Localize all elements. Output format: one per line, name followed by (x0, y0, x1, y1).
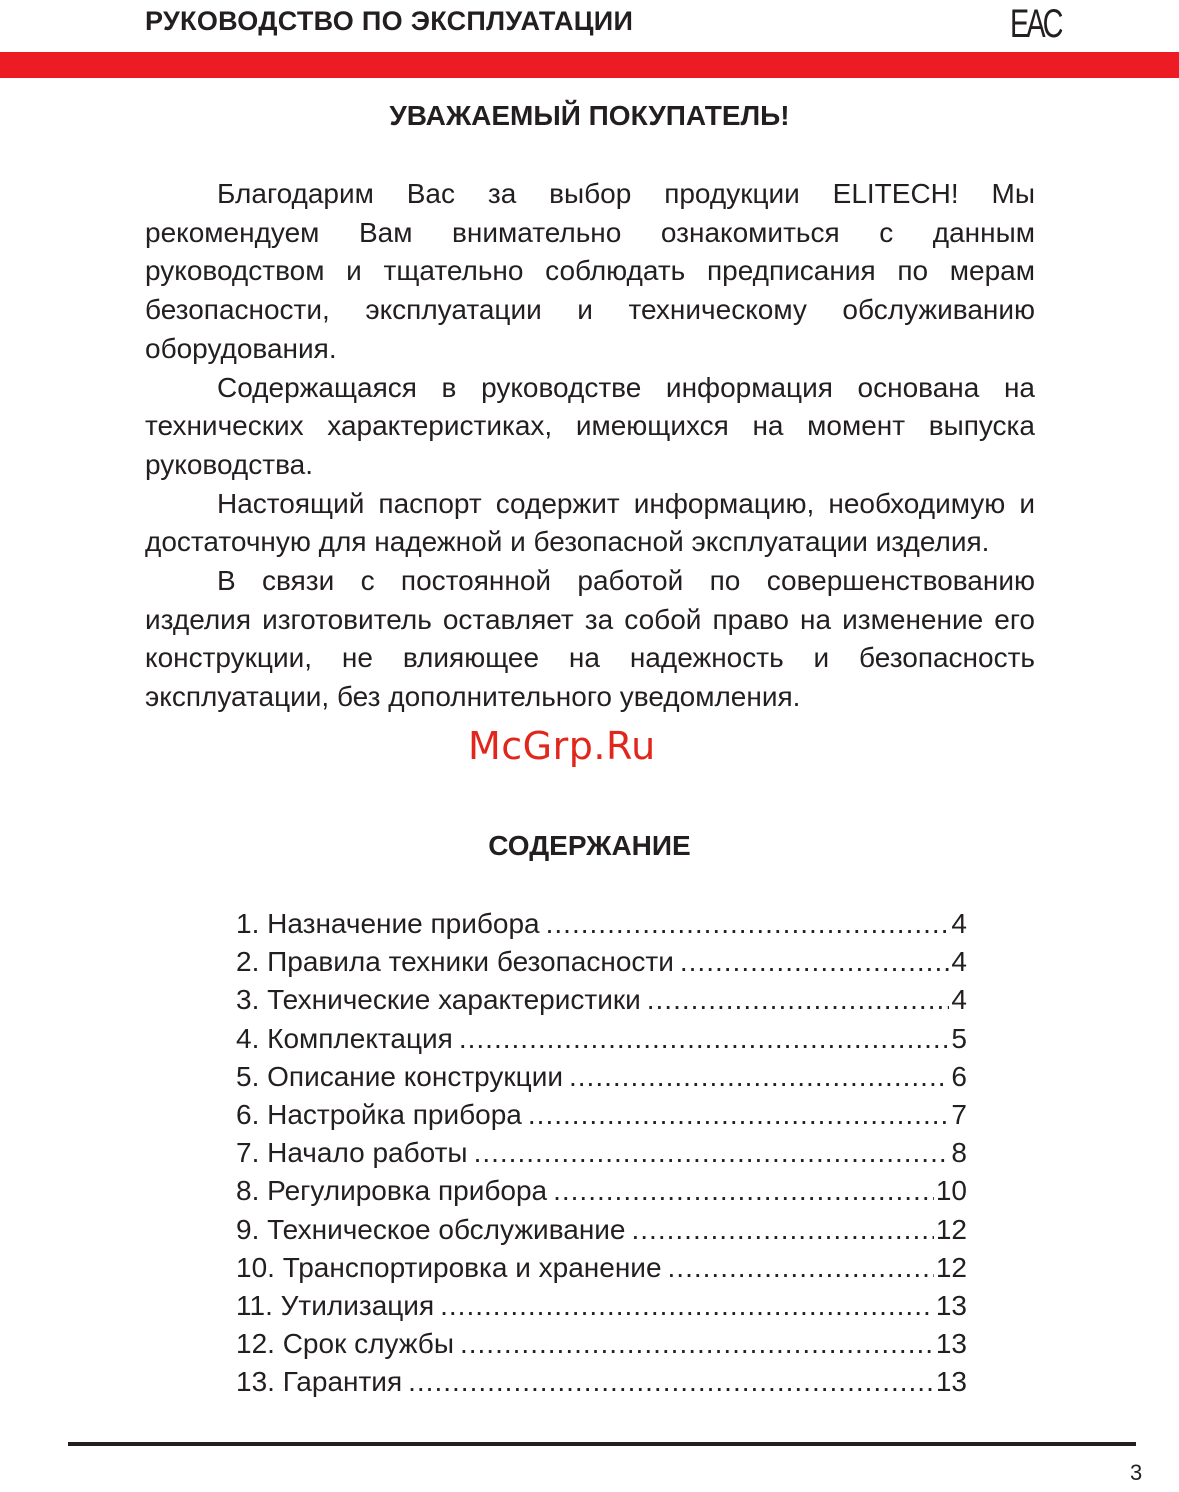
toc-entry-label: 13. Гарантия (236, 1366, 403, 1398)
toc-entry-page: 4 (951, 984, 967, 1016)
toc-leader-dots (647, 981, 950, 1019)
toc-entry-label: 4. Комплектация (236, 1022, 453, 1054)
toc-entry-page: 13 (935, 1328, 967, 1360)
table-of-contents (236, 905, 967, 1401)
toc-leader-dots (460, 1325, 934, 1363)
toc-entry-page: 6 (951, 1060, 967, 1092)
toc-entry-page: 13 (935, 1289, 967, 1321)
toc-title: СОДЕРЖАНИЕ (488, 830, 691, 861)
page-number: 3 (1130, 1460, 1143, 1485)
toc-entry-page: 7 (951, 1098, 967, 1130)
intro-paragraph: В связи с постоянной работой по совершенствованию изделия изготовитель оставляет за собой право на изменение его конструкции, не влияющее на надежность и безопасность эксплуатации, без дополнительного уведомления. (145, 565, 1035, 713)
toc-entry-label: 6. Настройка прибора (236, 1098, 522, 1130)
toc-leader-dots (546, 905, 950, 943)
toc-entry-label: 3. Технические характеристики (236, 984, 641, 1016)
toc-entry-label: 10. Транспортировка и хранение (236, 1251, 662, 1283)
eac-certification-mark: EAC (1010, 2, 1061, 46)
intro-text (145, 175, 1035, 717)
toc-entry (236, 1211, 967, 1249)
toc-leader-dots (668, 1249, 934, 1287)
toc-entry-page: 4 (951, 946, 967, 978)
toc-entry (236, 981, 967, 1019)
toc-entry (236, 1172, 967, 1210)
toc-entry-page: 12 (935, 1213, 967, 1245)
footer-rule (68, 1442, 1136, 1446)
toc-entry-label: 5. Описание конструкции (236, 1060, 563, 1092)
header-red-band (0, 52, 1179, 78)
intro-paragraph: Содержащаяся в руководстве информация основана на технических характеристиках, имеющихся на момент выпуска руководства. (145, 371, 1035, 480)
toc-entry-label: 12. Срок службы (236, 1328, 454, 1360)
toc-entry (236, 1096, 967, 1134)
toc-entry-label: 2. Правила техники безопасности (236, 946, 674, 978)
toc-leader-dots (680, 943, 950, 981)
toc-entry (236, 1134, 967, 1172)
toc-leader-dots (528, 1096, 950, 1134)
toc-entry-page: 13 (935, 1366, 967, 1398)
toc-entry-page: 12 (935, 1251, 967, 1283)
toc-leader-dots (632, 1211, 934, 1249)
intro-paragraph: Благодарим Вас за выбор продукции ELITECH! Мы рекомендуем Вам внимательно ознакомиться с данным руководством и тщательно соблюдать предписания по мерам безопасности, эксплуатации и техническому обслуживанию оборудования. (145, 178, 1035, 364)
toc-leader-dots (408, 1363, 934, 1401)
toc-entry (236, 943, 967, 981)
toc-leader-dots (459, 1020, 950, 1058)
toc-entry (236, 1363, 967, 1401)
toc-leader-dots (553, 1172, 934, 1210)
toc-entry-label: 11. Утилизация (236, 1289, 435, 1321)
document-header-title: РУКОВОДСТВО ПО ЭКСПЛУАТАЦИИ (145, 6, 634, 36)
intro-paragraph: Настоящий паспорт содержит информацию, необходимую и достаточную для надежной и безопасной эксплуатации изделия. (145, 487, 1035, 558)
toc-entry (236, 1325, 967, 1363)
toc-entry-label: 9. Техническое обслуживание (236, 1213, 626, 1245)
toc-entry (236, 1058, 967, 1096)
toc-entry-page: 10 (935, 1175, 967, 1207)
greeting-heading: УВАЖАЕМЫЙ ПОКУПАТЕЛЬ! (389, 100, 790, 131)
toc-entry-label: 7. Начало работы (236, 1137, 468, 1169)
toc-entry-page: 4 (951, 908, 967, 939)
toc-entry-page: 8 (951, 1137, 967, 1169)
site-watermark: McGrp.Ru (468, 724, 656, 768)
toc-leader-dots (569, 1058, 949, 1096)
toc-leader-dots (440, 1287, 934, 1325)
toc-entry (236, 1249, 967, 1287)
toc-entry-label: 1. Назначение прибора (236, 908, 540, 939)
toc-entry (236, 1287, 967, 1325)
toc-entry-page: 5 (951, 1022, 967, 1054)
toc-entry-label: 8. Регулировка прибора (236, 1175, 548, 1207)
toc-entry (236, 1020, 967, 1058)
toc-leader-dots (474, 1134, 950, 1172)
toc-entry (236, 905, 967, 943)
